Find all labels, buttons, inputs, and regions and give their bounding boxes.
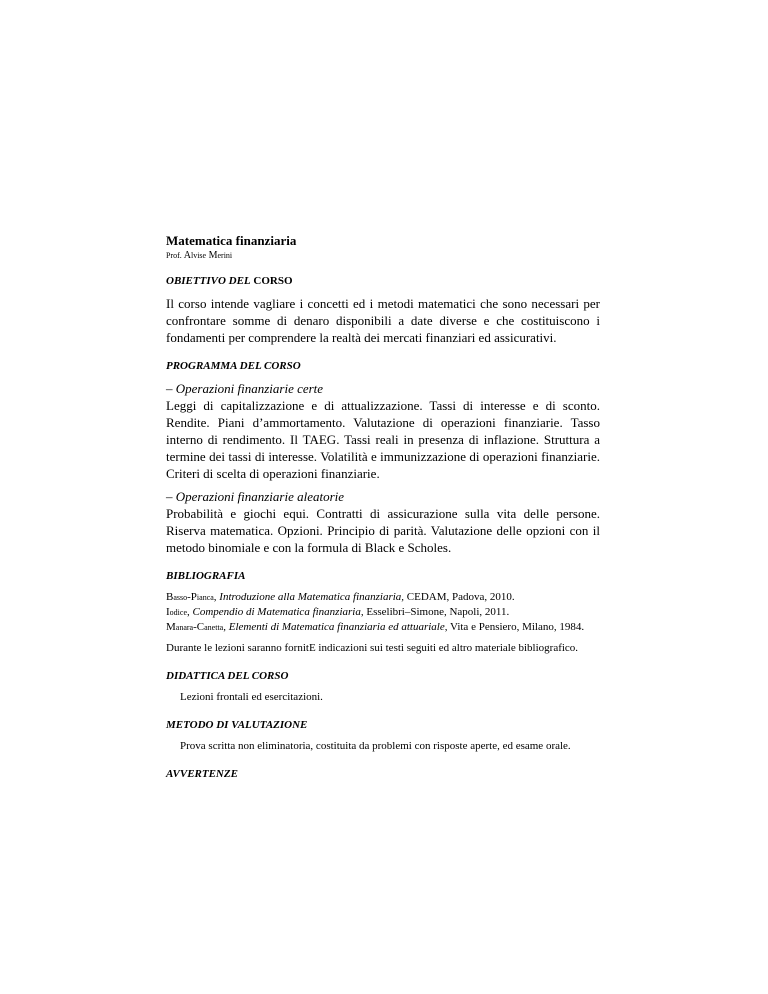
section-heading-didattica: DIDATTICA DEL CORSO <box>166 670 289 682</box>
section-heading-valutazione: METODO DI VALUTAZIONE <box>166 719 308 731</box>
prof-prefix: Prof. <box>166 251 182 260</box>
didattica-text: Lezioni frontali ed esercitazioni. <box>180 691 323 703</box>
programma-item-text: Leggi di capitalizzazione e di attualizzazione. Tassi di interesse e di sconto. Rendite. Piani d’ammortamento. Valutazione di operazioni finanziarie. Tasso interno di rendimento. Il TAEG. Tassi reali in presenza di inflazione. Struttura a termine dei tassi di interesse. Volatilità e immunizzazione di operazioni finanziarie. Criteri di scelta di operazioni finanziarie. <box>166 398 600 481</box>
programma-item-head: Operazioni finanziarie aleatorie <box>175 489 345 504</box>
bibliography-entry: Manara-Canetta, Elementi di Matematica finanziaria ed attuariale, Vita e Pensiero, Milano, 1984. <box>166 621 585 633</box>
programma-item-text: Probabilità e giochi equi. Contratti di assicurazione sulla vita delle persone. Riserva matematica. Opzioni. Principio di parità. Valutazione delle opzioni con il metodo binomiale e con la formula di Black e Scholes. <box>166 506 600 555</box>
bibliography-note: Durante le lezioni saranno fornitE indicazioni sui testi seguiti ed altro materiale bibliografico. <box>166 642 579 654</box>
obiettivo-text: Il corso intende vagliare i concetti ed i metodi matematici che sono necessari per confrontare somme di denaro disponibili a date diverse e che costituiscono i fondamenti per comprendere la realtà dei mercati finanziari ed assicurativi. <box>166 296 600 345</box>
programma-item: – Operazioni finanziarie certe Leggi di capitalizzazione e di attualizzazione. Tassi di interesse e di sconto. Rendite. Piani d’ammortamento. Valutazione di operazioni finanziarie. Tasso interno di rendimento. Il TAEG. Tassi reali in presenza di inflazione. Struttura a termine dei tassi di interesse. Volatilità e immunizzazione di operazioni finanziarie. Criteri di scelta di operazioni finanziarie. <box>166 381 600 481</box>
bibliography-entry: Iodice, Compendio di Matematica finanziaria, Esselibri–Simone, Napoli, 2011. <box>166 606 510 618</box>
course-page <box>166 232 600 788</box>
section-heading-bibliografia: BIBLIOGRAFIA <box>166 570 246 582</box>
bibliography-list <box>166 590 600 656</box>
programma-item: – Operazioni finanziarie aleatorie Probabilità e giochi equi. Contratti di assicurazione sulla vita delle persone. Riserva matematica. Opzioni. Principio di parità. Valutazione delle opzioni con il metodo binomiale e con la formula di Black e Scholes. <box>166 489 600 555</box>
section-heading-obiettivo: OBIETTIVO DEL CORSO <box>166 275 293 287</box>
section-heading-avvertenze: AVVERTENZE <box>166 768 238 780</box>
professor-name: Prof. Alvise Merini <box>166 250 233 261</box>
programma-item-head: Operazioni finanziarie certe <box>175 381 324 396</box>
bibliography-entry: Basso-Pianca, Introduzione alla Matematica finanziaria, CEDAM, Padova, 2010. <box>166 591 515 603</box>
valutazione-text: Prova scritta non eliminatoria, costituita da problemi con risposte aperte, ed esame orale. <box>180 740 571 752</box>
section-heading-programma: PROGRAMMA DEL CORSO <box>166 360 301 372</box>
course-title: Matematica finanziaria <box>166 233 297 248</box>
